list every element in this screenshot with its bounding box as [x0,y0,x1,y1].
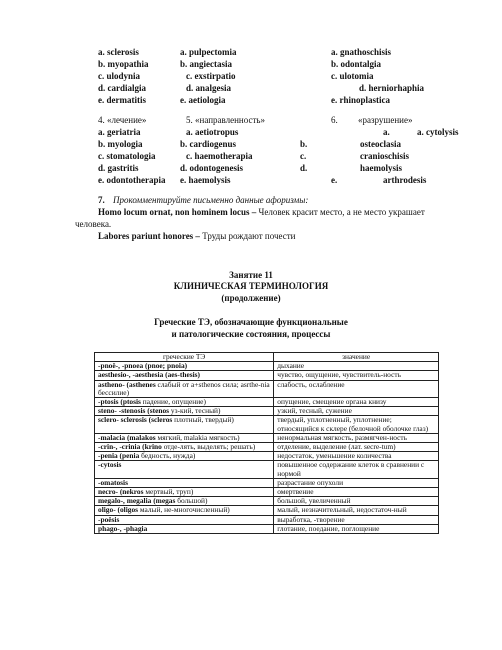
term-greek: sclero- sclerosis (scleros [98,415,173,425]
option-6a: a. cytolysis [417,127,459,137]
aphorism-1-translation-cont: человека. [75,219,112,229]
lesson-title: Занятие 11 [229,270,273,280]
question-6-header: 6. «разрушение» [331,115,413,125]
term-gloss: слабый от a+sthenos сила; asrthe-nia бессилие) [98,379,270,397]
term-greek: -penia (penia [98,451,140,461]
option-2b: b. angiectasia [180,59,233,69]
section-title: КЛИНИЧЕСКАЯ ТЕРМИНОЛОГИЯ [173,281,329,291]
aphorism-1-latin: Homo locum ornat, non hominem locus – [98,207,257,217]
table-caption-line-2: и патологические состояния, процессы [171,329,331,339]
term-greek: steno- -stenosis (stenos [98,406,170,416]
option-5e: e. haemolysis [180,175,231,185]
aphorism-2-translation: Труды рождают почести [202,231,296,241]
option-6a-letter: a. [383,127,390,137]
term-greek: -omatosis [98,477,128,487]
term-greek: phago-, -phagia [98,523,148,533]
option-1e: e. dermatitis [98,95,146,105]
task-7-number: 7. [98,195,105,205]
option-4b: b. myologia [98,139,143,149]
option-6b: osteoclasia [360,139,401,149]
meaning-cell: отделение, выделение (лат. secre-tum) [274,443,439,452]
task-7 [98,195,308,206]
table-header-term: греческие ТЭ [95,353,274,362]
task-7-instruction: Прокомментируйте письменно данные афоризмы: [113,195,309,205]
term-greek: -pnoë-, -pnoea (pnoe; pnoia) [98,361,188,371]
aphorism-1-translation: Человек красит место, а не место украшает [258,207,425,217]
option-6c-letter: c. [300,151,307,161]
term-cell [95,416,274,433]
table-row [95,524,439,533]
term-greek: -crin-, -crinia (krino [98,442,162,452]
option-3e: e. rhinoplastica [331,95,391,105]
option-2a: a. pulpectomia [180,47,237,57]
term-gloss: уз-кий, тесный) [169,406,221,416]
table-header-meaning: значение [274,353,439,362]
meaning-cell: дыхание [274,362,439,371]
term-gloss: мертвый, труп) [143,487,194,497]
meaning-cell: повышенное содержание клеток в сравнении с нормой [274,461,439,478]
meaning-cell: опущение, смещение органа книзу [274,398,439,407]
term-gloss: мягкий, malakia мягкость) [155,432,240,442]
option-2d: d. analgesia [186,83,232,93]
option-1c: c. ulodynia [98,71,141,81]
term-greek: -cytosis [98,460,122,470]
option-3c: c. ulotomia [331,71,374,81]
term-gloss: падение, опущение) [140,397,206,407]
meaning-cell: большой, увеличенный [274,497,439,506]
table-row [95,461,439,478]
meaning-cell: выработка, -творение [274,515,439,524]
table-row [95,416,439,433]
aphorism-2-latin: Labores pariunt honores – [98,231,200,241]
term-gloss: бедность, нужда) [139,451,196,461]
option-5b: b. cardiogenus [180,139,237,149]
meaning-cell: омертвение [274,488,439,497]
option-1d: d. cardialgia [98,83,147,93]
option-4e: e. odontotherapia [98,175,166,185]
aphorism-1 [98,207,425,218]
term-gloss: большой) [175,496,208,506]
option-6e-letter: e. [331,175,338,185]
question-4-header: 4. «лечение» [98,115,147,125]
option-6d-letter: d. [300,163,308,173]
meaning-cell: разрастание опухоли [274,478,439,487]
meaning-cell: узкий, тесный, сужение [274,407,439,416]
option-6d: haemolysis [360,163,403,173]
option-6c: cranioschisis [360,151,410,161]
aphorism-2 [98,231,295,242]
term-cell [95,461,274,478]
term-gloss: малый, не-многочисленный) [138,505,230,515]
term-gloss: плотный, твердый) [172,415,234,425]
term-greek: astheno- (asthenes [98,379,156,389]
section-subtitle: (продолжение) [221,293,281,303]
term-cell [95,380,274,397]
table-row [95,506,439,515]
option-2c: c. exstirpatio [186,71,236,81]
option-4d: d. gastritis [98,163,139,173]
meaning-cell: твердый, уплотненный, уплотнение; относящийся к склере (белочной оболочке глаз) [274,416,439,433]
question-5-header: 5. «направленность» [186,115,266,125]
term-greek: megalo-, megalia (megas [98,496,176,506]
option-5d: d. odontogenesis [180,163,244,173]
option-3b: b. odontalgia [331,59,382,69]
meaning-cell: ненормальная мягкость, размягчен-ность [274,433,439,442]
term-cell [95,524,274,533]
option-3d: d. herniorhaphia [359,83,425,93]
term-greek: aesthesio-, -aesthesia (aes-thesis) [98,370,201,380]
term-greek: -malacia (malakos [98,432,156,442]
option-3a: a. gnathoschisis [331,47,392,57]
term-greek: -ptosis (ptosis [98,397,141,407]
option-6b-letter: b. [300,139,308,149]
option-1a: a. sclerosis [98,47,139,57]
table-row [95,380,439,397]
option-2e: e. aetiologia [180,95,226,105]
term-greek: necro- (nekros [98,487,144,497]
option-4c: c. stomatologia [98,151,156,161]
option-5c: c. haemotherapia [186,151,253,161]
option-5a: a. aetiotropus [186,127,239,137]
term-greek: -poësis [98,514,120,524]
option-6e: arthrodesis [383,175,427,185]
term-gloss: отде-лять, выделять; решать) [161,442,256,452]
meaning-cell: слабость, ослабление [274,380,439,397]
term-cell [95,506,274,515]
term-greek: oligo- (oligos [98,505,139,515]
meaning-cell: чувство, ощущение, чувствитель-ность [274,371,439,380]
option-4a: a. geriatria [98,127,141,137]
meaning-cell: глотание, поедание, поглощение [274,524,439,533]
table-caption-line-1: Греческие ТЭ, обозначающие функциональные [154,317,348,327]
meaning-cell: малый, незначительный, недостаточ-ный [274,506,439,515]
terminology-table [94,352,439,534]
option-1b: b. myopathia [98,59,149,69]
meaning-cell: недостаток, уменьшение количества [274,452,439,461]
